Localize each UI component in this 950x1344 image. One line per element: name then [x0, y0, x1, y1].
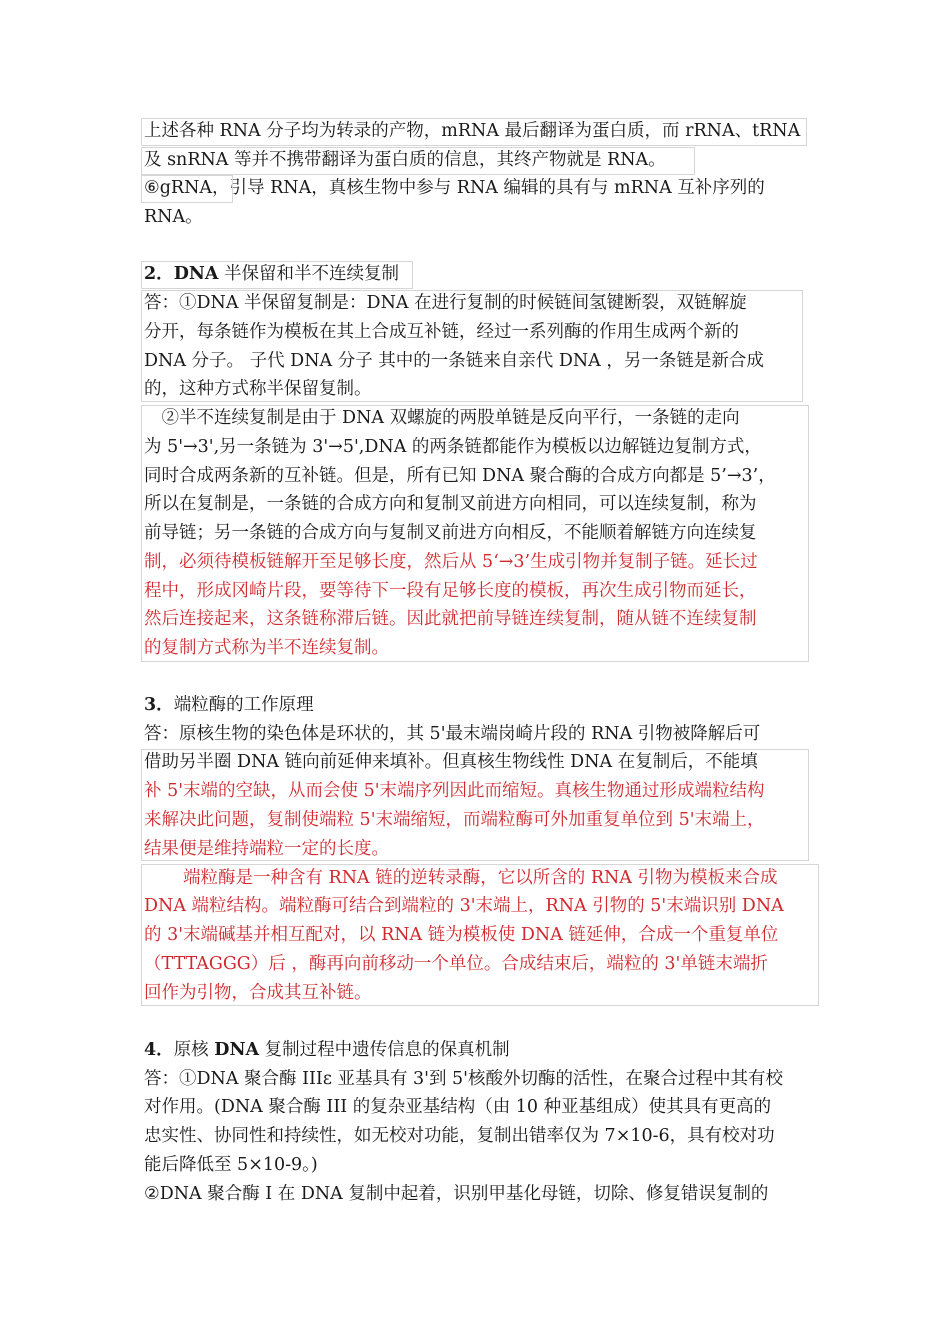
paragraph-line-highlight: 的 3'末端碱基并相互配对，以 RNA 链为模板使 DNA 链延伸，合成一个重复单位 — [144, 925, 779, 945]
heading-bold-term: DNA — [173, 264, 219, 284]
paragraph-line-highlight: 然后连接起来，这条链称滞后链。因此就把前导链连续复制，随从链不连续复制 — [144, 609, 757, 629]
heading-number: 2． — [144, 264, 174, 284]
paragraph-line-highlight: 补 5'末端的空缺，从而会使 5'末端序列因此而缩短。真核生物通过形成端粒结构 — [144, 781, 765, 801]
paragraph-line: 答：①DNA 聚合酶 IIIε 亚基具有 3'到 5'核酸外切酶的活性，在聚合过程中其有校 — [144, 1069, 783, 1089]
heading-number: 4． — [144, 1040, 174, 1060]
heading-text: 半保留和半不连续复制 — [218, 264, 399, 284]
paragraph-line: 忠实性、协同性和持续性，如无校对功能，复制出错率仅为 7×10-6，具有校对功 — [144, 1126, 775, 1146]
paragraph-line: ②DNA 聚合酶 I 在 DNA 复制中起着，识别甲基化母链，切除、修复错误复制的 — [144, 1184, 769, 1204]
heading-text: 原核 — [173, 1040, 215, 1060]
paragraph-line: 为 5'→3',另一条链为 3'→5',DNA 的两条链都能作为模板以边解链边复制方式， — [144, 437, 762, 457]
section-heading — [144, 691, 834, 719]
paragraph-line: 同时合成两条新的互补链。但是，所有已知 DNA 聚合酶的合成方向都是 5’→3’， — [144, 466, 776, 486]
paragraph-line: RNA。 — [144, 207, 203, 227]
paragraph-line: 前导链；另一条链的合成方向与复制叉前进方向相反，不能顺着解链方向连续复 — [144, 523, 757, 543]
paragraph-line-highlight: 制，必须待模板链解开至足够长度，然后从 5‘→3’生成引物并复制子链。延长过 — [144, 552, 758, 572]
paragraph-line: 及 snRNA 等并不携带翻译为蛋白质的信息，其终产物就是 RNA。 — [144, 150, 666, 170]
heading-number: 3． — [144, 695, 174, 715]
heading-bold-term: DNA — [214, 1040, 260, 1060]
paragraph-line: ⑥gRNA，引导 RNA，真核生物中参与 RNA 编辑的具有与 mRNA 互补序列的 — [144, 178, 765, 198]
section-heading — [144, 1036, 834, 1064]
paragraph-line: 借助另半圈 DNA 链向前延伸来填补。但真核生物线性 DNA 在复制后，不能填 — [144, 752, 758, 772]
heading-text: 复制过程中遗传信息的保真机制 — [259, 1040, 510, 1060]
paragraph-line: DNA 分子。 子代 DNA 分子 其中的一条链来自亲代 DNA ，另一条链是新合成 — [144, 351, 764, 371]
paragraph-line-highlight: 程中，形成冈崎片段，要等待下一段有足够长度的模板，再次生成引物而延长， — [144, 581, 757, 601]
paragraph-line-highlight: 端粒酶是一种含有 RNA 链的逆转录酶，它以所含的 RNA 引物为模板来合成 — [183, 868, 778, 888]
paragraph-line: 答：原核生物的染色体是环状的，其 5'最末端岗崎片段的 RNA 引物被降解后可 — [144, 724, 761, 744]
paragraph-line: 能后降低至 5×10-9。) — [144, 1155, 318, 1175]
paragraph-line: 上述各种 RNA 分子均为转录的产物，mRNA 最后翻译为蛋白质，而 rRNA、tRNA — [144, 121, 801, 141]
paragraph-line: 分开，每条链作为模板在其上合成互补链，经过一系列酶的作用生成两个新的 — [144, 322, 739, 342]
paragraph-line: 答：①DNA 半保留复制是：DNA 在进行复制的时候链间氢键断裂，双链解旋 — [144, 293, 747, 313]
paragraph-line-highlight: DNA 端粒结构。端粒酶可结合到端粒的 3'末端上，RNA 引物的 5'末端识别 DNA — [144, 896, 784, 916]
paragraph-line: 对作用。(DNA 聚合酶 III 的复杂亚基结构（由 10 种亚基组成）使其具有更高的 — [144, 1097, 772, 1117]
paragraph-line: ②半不连续复制是由于 DNA 双螺旋的两股单链是反向平行，一条链的走向 — [144, 408, 740, 428]
paragraph-line-highlight: 回作为引物，合成其互补链。 — [144, 983, 372, 1003]
paragraph-line-highlight: 的复制方式称为半不连续复制。 — [144, 638, 389, 658]
paragraph-line: 所以在复制是，一条链的合成方向和复制叉前进方向相同，可以连续复制，称为 — [144, 494, 757, 514]
section-heading — [144, 260, 834, 288]
paragraph-line: 的，这种方式称半保留复制。 — [144, 379, 372, 399]
paragraph-line-highlight: （TTTAGGG）后 ，酶再向前移动一个单位。合成结束后，端粒的 3'单链末端折 — [144, 954, 768, 974]
paragraph-line-highlight: 来解决此问题，复制使端粒 5'末端缩短，而端粒酶可外加重复单位到 5'末端上， — [144, 810, 765, 830]
paragraph-line-highlight: 结果便是维持端粒一定的长度。 — [144, 839, 389, 859]
heading-text: 端粒酶的工作原理 — [173, 695, 314, 715]
